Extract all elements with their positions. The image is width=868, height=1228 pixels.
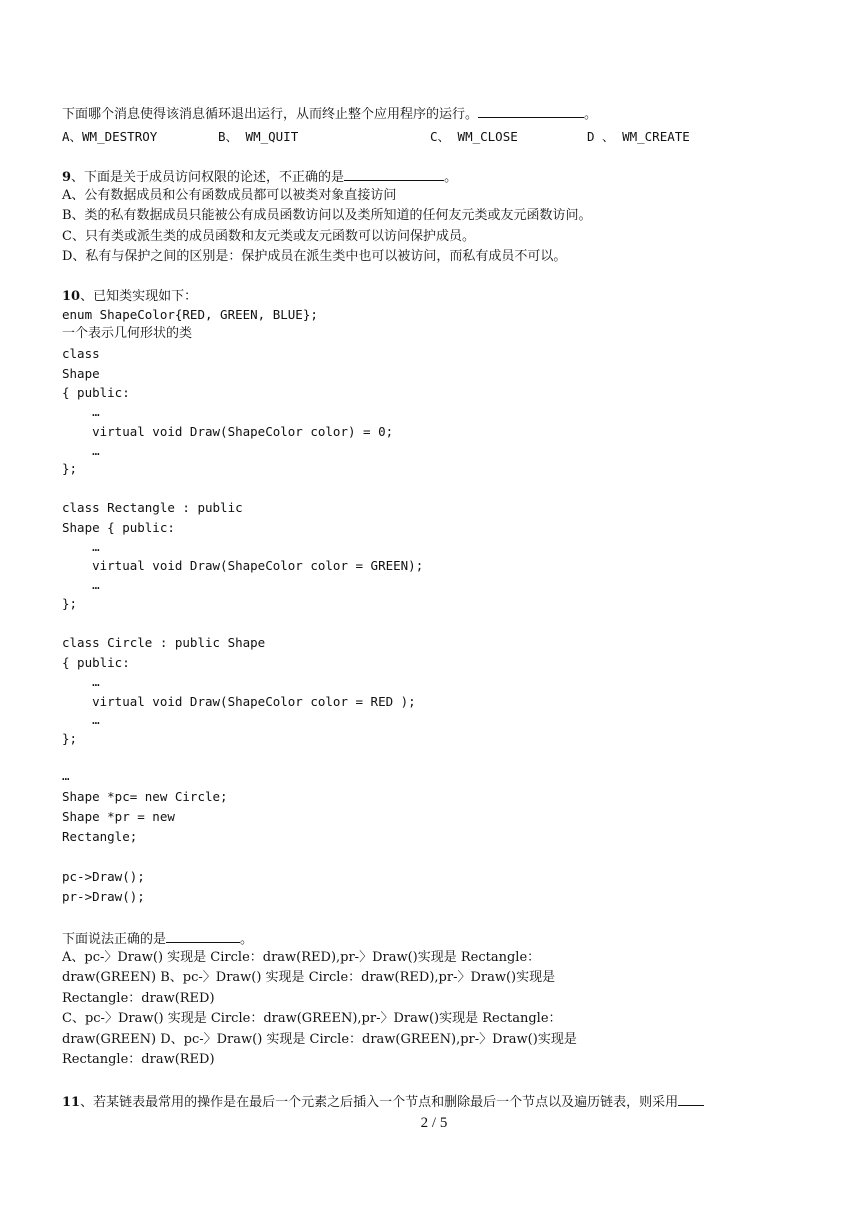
q8-option-c: C、 WM_CLOSE — [430, 129, 518, 144]
q8-option-d: D 、 WM_CREATE — [587, 129, 690, 144]
q10-answer-line: Rectangle：draw(RED) — [62, 1052, 215, 1067]
code-line: enum ShapeColor{RED, GREEN, BLUE}; — [62, 307, 318, 322]
answer-blank — [344, 168, 444, 181]
code-line: class Rectangle : public — [62, 500, 243, 515]
code-line: }; — [62, 731, 78, 746]
code-line: virtual void Draw(ShapeColor color = GREEN); — [62, 558, 424, 573]
code-line: Rectangle; — [62, 829, 138, 844]
code-line: { public: — [62, 385, 130, 400]
q10-stem: 10、已知类实现如下： — [62, 289, 198, 304]
code-line: class Circle : public Shape — [62, 635, 266, 650]
code-line: virtual void Draw(ShapeColor color) = 0; — [62, 424, 394, 439]
code-line: … — [62, 404, 100, 419]
code-line: … — [62, 443, 100, 458]
code-line: … — [62, 674, 100, 689]
q9-option-b: B、类的私有数据成员只能被公有成员函数访问以及类所知道的任何友元类或友元函数访问。 — [62, 208, 592, 223]
code-line: class — [62, 346, 100, 361]
code-line: … — [62, 768, 70, 783]
code-line: }; — [62, 596, 78, 611]
code-line: pc->Draw(); — [62, 869, 145, 884]
q8-option-b: B、 WM_QUIT — [218, 129, 299, 144]
code-line: … — [62, 577, 100, 592]
code-line: { public: — [62, 655, 130, 670]
code-line: Shape — [62, 366, 100, 381]
q10-answer-line: draw(GREEN) B、pc-〉Draw() 实现是 Circle：draw(RED),pr-〉Draw()实现是 — [62, 970, 556, 985]
code-line: virtual void Draw(ShapeColor color = RED ); — [62, 694, 416, 709]
code-line: … — [62, 712, 100, 727]
q9-option-d: D、私有与保护之间的区别是：保护成员在派生类中也可以被访问，而私有成员不可以。 — [62, 249, 567, 264]
answer-blank — [478, 105, 584, 118]
answer-blank — [166, 930, 240, 943]
q9-option-a: A、公有数据成员和公有函数成员都可以被类对象直接访问 — [62, 188, 397, 203]
q11-stem: 11、若某链表最常用的操作是在最后一个元素之后插入一个节点和删除最后一个节点以及遍历链表，则采用 — [62, 1093, 704, 1111]
code-line: Shape *pc= new Circle; — [62, 789, 228, 804]
code-line: }; — [62, 461, 78, 476]
page-number: 2 / 5 — [420, 1115, 448, 1131]
q10-answer-line: A、pc-〉Draw() 实现是 Circle：draw(RED),pr-〉Draw()实现是 Rectangle： — [62, 950, 541, 965]
q8-stem: 下面哪个消息使得该消息循环退出运行，从而终止整个应用程序的运行。 。 — [62, 107, 598, 122]
q10-answer-line: C、pc-〉Draw() 实现是 Circle：draw(GREEN),pr-〉Draw()实现是 Rectangle： — [62, 1011, 562, 1026]
q9-stem: 9、下面是关于成员访问权限的论述，不正确的是 。 — [62, 170, 458, 185]
q10-ask: 下面说法正确的是 。 — [62, 932, 254, 947]
code-line: … — [62, 539, 100, 554]
code-line: Shape { public: — [62, 520, 175, 535]
answer-blank — [678, 1093, 704, 1106]
code-line: pr->Draw(); — [62, 889, 145, 904]
code-line: 一个表示几何形状的类 — [62, 326, 193, 341]
q10-answer-line: draw(GREEN) D、pc-〉Draw() 实现是 Circle：draw(GREEN),pr-〉Draw()实现是 — [62, 1032, 577, 1047]
code-line: Shape *pr = new — [62, 809, 175, 824]
q9-option-c: C、只有类或派生类的成员函数和友元类或友元函数可以访问保护成员。 — [62, 229, 475, 244]
q10-answer-line: Rectangle：draw(RED) — [62, 991, 215, 1006]
q8-option-a: A、WM_DESTROY — [62, 129, 158, 144]
